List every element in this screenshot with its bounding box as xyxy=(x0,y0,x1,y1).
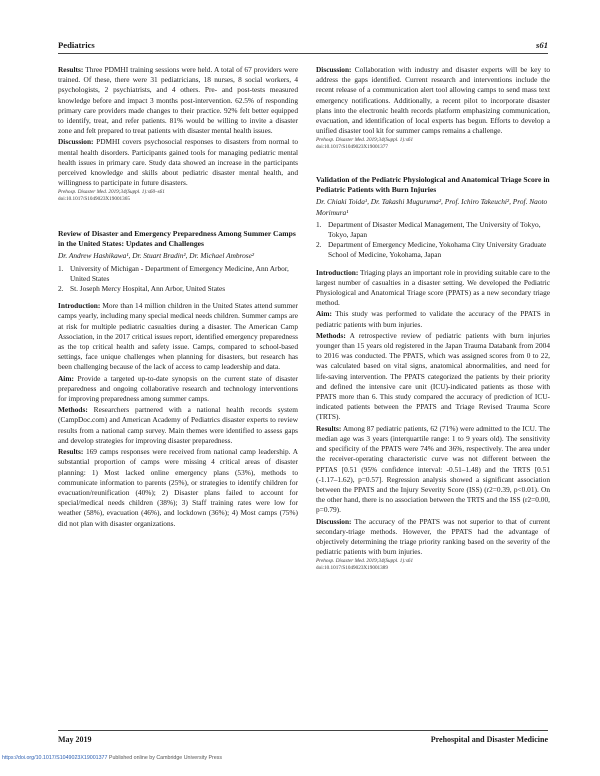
aim-paragraph xyxy=(316,309,550,329)
citation: Prehosp. Disaster Med. 2019;34(Suppl. 1):s61 xyxy=(316,558,414,565)
footer-rule xyxy=(58,730,548,731)
results-label: Results: xyxy=(316,423,342,433)
discussion-label: Discussion: xyxy=(58,137,94,147)
introduction-paragraph xyxy=(58,301,298,372)
affiliation-item: 1. Department of Disaster Medical Management, The University of Tokyo, Tokyo, Japan xyxy=(316,219,541,240)
publisher-note: Published online by Cambridge University Press xyxy=(107,755,222,761)
footer-journal: Prehospital and Disaster Medicine xyxy=(430,735,548,744)
aim-paragraph xyxy=(58,374,298,405)
affiliation-item: 2. St. Joseph Mercy Hospital, Ann Arbor, United States xyxy=(58,284,226,294)
author-list: Dr. Andrew Hashikawa¹, Dr. Stuart Bradin², Dr. Michael Ambrose² xyxy=(58,251,255,261)
results-paragraph xyxy=(58,447,298,529)
discussion-label: Discussion: xyxy=(316,516,352,526)
results-label: Results: xyxy=(58,65,84,74)
publisher-doi-line xyxy=(2,755,222,761)
running-header-page-number: s61 xyxy=(536,40,548,50)
introduction-text: More than 14 million children in the United States attend summer camps yearly, including many special medical needs children. Summer camps are at risk for multiple pediatric casualties during a disaster. The American Camp Association, in the 2017 critical issues report, identified emergency preparedness as the top critical health and safety issue. Camps, compared to school-based settings, face unique challenges when planning for disasters, but research has been challenging because of the lack of access to camp leadership and data. xyxy=(58,301,298,372)
aim-label: Aim: xyxy=(58,373,74,383)
discussion-paragraph xyxy=(316,65,550,136)
methods-paragraph xyxy=(58,405,298,446)
introduction-label: Introduction: xyxy=(58,301,101,311)
discussion-label: Discussion: xyxy=(316,65,352,74)
discussion-text: Collaboration with industry and disaster experts will be key to address the gaps identified. Current research and interventions include the recent release of a communication alert tool allowing camps to send mass text emergency notifications. Additionally, a recent pilot to incorporate disaster plans into the electronic health records platform emphasizing communication, evacuation, and identification of local experts has begun. Efforts to develop a unified disaster tool kit for summer camps remains a challenge. xyxy=(316,65,550,136)
abstract-1-results xyxy=(58,65,298,136)
header-rule xyxy=(58,53,548,54)
running-header-section: Pediatrics xyxy=(58,40,95,50)
footer-date: May 2019 xyxy=(58,735,92,744)
affiliation-list xyxy=(316,220,550,261)
introduction-label: Introduction: xyxy=(316,267,359,277)
affiliation-item: 1. University of Michigan - Department of Emergency Medicine, Ann Arbor, United States xyxy=(58,263,289,283)
doi-link[interactable]: doi:10.1017/S1049023X19001365 xyxy=(58,196,130,203)
discussion-text: PDMHI covers psychosocial responses to disasters from normal to mental health disorders. Participants gained tools for managing pediatric mental health issues in primary care. Study data showed an increase in the participants perceived knowledge and skills about pediatric disaster mental health, and willingness to participate in future disasters. xyxy=(58,137,298,188)
author-list: Dr. Chiaki Toida¹, Dr. Takashi Muguruma², Prof. Ichiro Takeuchi², Prof. Naoto Morimura¹ xyxy=(316,197,548,217)
aim-text: Provide a targeted up-to-date synopsis on the current state of disaster preparedness and ongoing collaborative research and technology interventions for improving preparedness among summer camps. xyxy=(58,373,298,404)
introduction-paragraph xyxy=(316,268,550,309)
aim-text: This study was performed to validate the accuracy of the PPATS in pediatric patients with burn injuries. xyxy=(316,309,550,329)
article-title: Validation of the Pediatric Physiological and Anatomical Triage Score in Pediatric Patients with Burn Injuries xyxy=(316,175,550,195)
methods-label: Methods: xyxy=(58,405,88,415)
methods-text: A retrospective review of pediatric patients with burn injuries younger than 15 years old registered in the Japan Trauma Databank from 2004 to 2016 was conducted. The PPATS, which was assigned scores from 0 to 22, was calculated based on vital signs, anatomical abnormalities, and need for life-saving intervention. The PPATS categorized the patients by their priority and defined the intensive care unit (ICU)-indicated patients as those with PPATS more than 6. This study compared the accuracy of prediction of ICU-indicated patients between the PPATS and Triage Revised Trauma Score (TRTS). xyxy=(316,330,550,422)
right-column xyxy=(316,65,550,578)
article-title: Review of Disaster and Emergency Preparedness Among Summer Camps in the United States: Updates and Challenges xyxy=(58,229,296,249)
affiliation-item: 2. Department of Emergency Medicine, Yokohama City University Graduate School of Medicine, Yokohama, Japan xyxy=(316,240,547,260)
results-paragraph xyxy=(316,424,550,516)
abstract-1-discussion xyxy=(58,137,298,188)
doi-link[interactable]: doi:10.1017/S1049023X19001377 xyxy=(316,144,388,151)
introduction-text: Triaging plays an important role in providing suitable care to the largest number of casualties in a disaster setting. We developed the Pediatric Physiological and Anatomical Triage score (PPATS) as a new secondary triage method. xyxy=(316,267,550,308)
publisher-doi-link[interactable]: https://doi.org/10.1017/S1049023X19001377 xyxy=(2,755,108,761)
results-label: Results: xyxy=(58,447,84,457)
methods-label: Methods: xyxy=(316,330,346,340)
citation: Prehosp. Disaster Med. 2019;34(Suppl. 1):s61 xyxy=(316,137,414,144)
results-text: Among 87 pediatric patients, 62 (71%) were admitted to the ICU. The median age was 3 years (interquartile range: 1 to 9 years old). The sensitivity and specificity of the PPATS were 74% and 36%, respectively. The area under the receiver-operating characteristic curve was not different between the PPTAS [0.51 (95% confidence interval: -0.51–1.48) and the TRTS [0.51 (-1.17–1.62), p=0.57]. Regression analysis showed a significant association between the PPATS and the Injury Severity Score (ISS) (r2=0.39, p<0.01). On the other hand, there is no association between the TRTS and the ISS (r2=0.00, p=0.79). xyxy=(316,423,550,515)
methods-paragraph xyxy=(316,331,550,423)
citation: Prehosp. Disaster Med. 2019;34(Suppl. 1):s60–s61 xyxy=(58,189,165,196)
results-text: Three PDMHI training sessions were held. A total of 67 providers were trained. Of these, there were 31 pediatricians, 18 nurses, 8 social workers, 4 psychologists, 2 psychiatrists, and 4 others. Pre- and post-tests measured knowledge before and impact 3 months post-intervention. 62.5% of responding primary care providers made changes to their practice. 92% felt better equipped to identify, treat, and refer patients. 81% would be willing to invite a disaster zone and felt prepared to treat patients with disaster mental health issues. xyxy=(58,65,298,136)
discussion-text: The accuracy of the PPATS was not superior to that of current secondary-triage methods. However, the PPATS had the advantage of objectively determining the triage priority ranking based on the severity of the pediatric patients with burn injuries. xyxy=(316,516,550,557)
doi-link[interactable]: doi:10.1017/S1049023X19001389 xyxy=(316,565,388,572)
aim-label: Aim: xyxy=(316,309,332,319)
left-column xyxy=(58,65,298,530)
results-text: 169 camps responses were received from national camp leadership. A substantial proportion of camps were missing 4 critical areas of disaster planning: 1) Most lacked online emergency plans (53%), methods to communicate information to parents (25%), or strategies to identify children for evacuation/reunification (40%); 2) Disaster plans failed to account for special/medical needs children (38%); 3) Staff training rates were low for weather (58%), evacuation (46%), and lockdown (36%); 4) Most camps (75%) did not plan with disaster organizations. xyxy=(58,447,298,528)
methods-text: Researchers partnered with a national health records system (CampDoc.com) and American Academy of Pediatrics disaster experts to review results from a national camp survey. Main themes were identified to assess gaps and develop strategies for improving disaster preparedness. xyxy=(58,405,298,445)
discussion-paragraph xyxy=(316,517,550,558)
affiliation-list xyxy=(58,264,298,295)
